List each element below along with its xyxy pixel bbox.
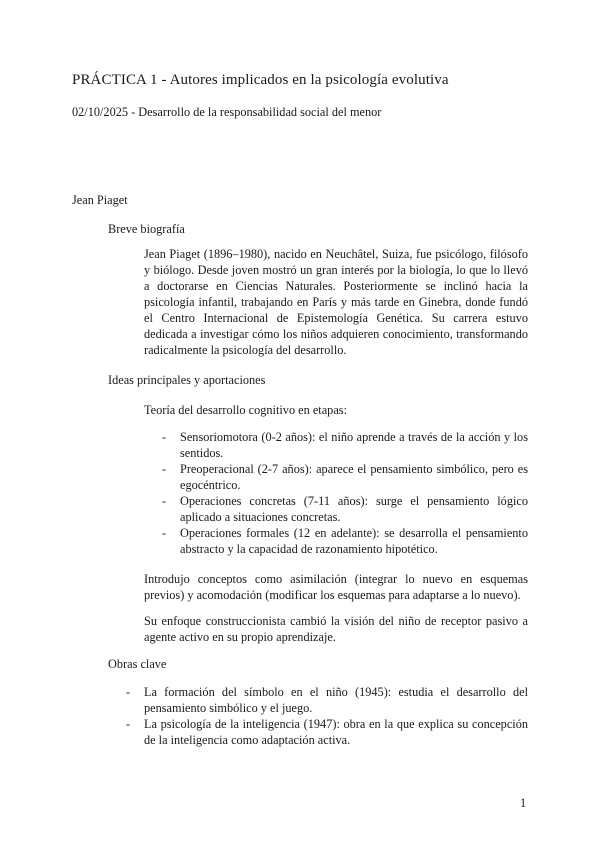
- work-text: La formación del símbolo en el niño (1945): estudia el desarrollo del pensamiento simbólico y el juego.: [144, 685, 528, 715]
- works-heading: Obras clave: [108, 657, 167, 671]
- stage-text: Preoperacional (2-7 años): aparece el pensamiento simbólico, pero es egocéntrico.: [180, 462, 528, 492]
- biography-text: Jean Piaget (1896–1980), nacido en Neuchâtel, Suiza, fue psicólogo, filósofo y biólogo. Desde joven mostró un gran interés por la biología, lo que lo llevó a doctorarse en Ciencias Naturales. Posteriormente se inclinó hacia la psicología infantil, trabajando en París y más tarde en Ginebra, donde fundó el Centro Internacional de Epistemología Genética. Su carrera estuvo dedicada a investigar cómo los niños adquieren conocimiento, transformando radicalmente la psicología del desarrollo.: [144, 247, 528, 357]
- work-text: La psicología de la inteligencia (1947): obra en la que explica su concepción de la inteligencia como adaptación activa.: [144, 717, 528, 747]
- list-item: [162, 525, 528, 557]
- theory-intro: Teoría del desarrollo cognitivo en etapas:: [144, 403, 347, 417]
- document-title: PRÁCTICA 1 - Autores implicados en la psicología evolutiva: [72, 72, 449, 88]
- list-item: [126, 716, 528, 748]
- page-number: 1: [520, 796, 527, 810]
- stage-text: Operaciones formales (12 en adelante): se desarrolla el pensamiento abstracto y la capacidad de razonamiento hipotético.: [180, 526, 528, 556]
- biography-heading: Breve biografía: [108, 222, 185, 236]
- list-dash: -: [162, 526, 167, 540]
- works-list: [126, 684, 528, 748]
- list-item: [162, 429, 528, 461]
- list-item: [162, 461, 528, 493]
- list-dash: -: [126, 717, 131, 731]
- concepts-text: Introdujo conceptos como asimilación (integrar lo nuevo en esquemas previos) y acomodación (modificar los esquemas para adaptarse a lo nuevo).: [144, 572, 528, 602]
- stage-text: Sensoriomotora (0-2 años): el niño aprende a través de la acción y los sentidos.: [180, 430, 528, 460]
- list-dash: -: [162, 430, 167, 444]
- list-item: [162, 493, 528, 525]
- list-dash: -: [126, 685, 131, 699]
- stage-text: Operaciones concretas (7-11 años): surge el pensamiento lógico aplicado a situaciones concretas.: [180, 494, 528, 524]
- list-dash: -: [162, 462, 167, 476]
- list-dash: -: [162, 494, 167, 508]
- author-heading: Jean Piaget: [72, 193, 128, 207]
- stages-list: [162, 429, 528, 557]
- document-subtitle: 02/10/2025 - Desarrollo de la responsabilidad social del menor: [72, 105, 382, 119]
- list-item: [126, 684, 528, 716]
- ideas-heading: Ideas principales y aportaciones: [108, 373, 266, 387]
- approach-text: Su enfoque construccionista cambió la visión del niño de receptor pasivo a agente activo en su propio aprendizaje.: [144, 614, 528, 644]
